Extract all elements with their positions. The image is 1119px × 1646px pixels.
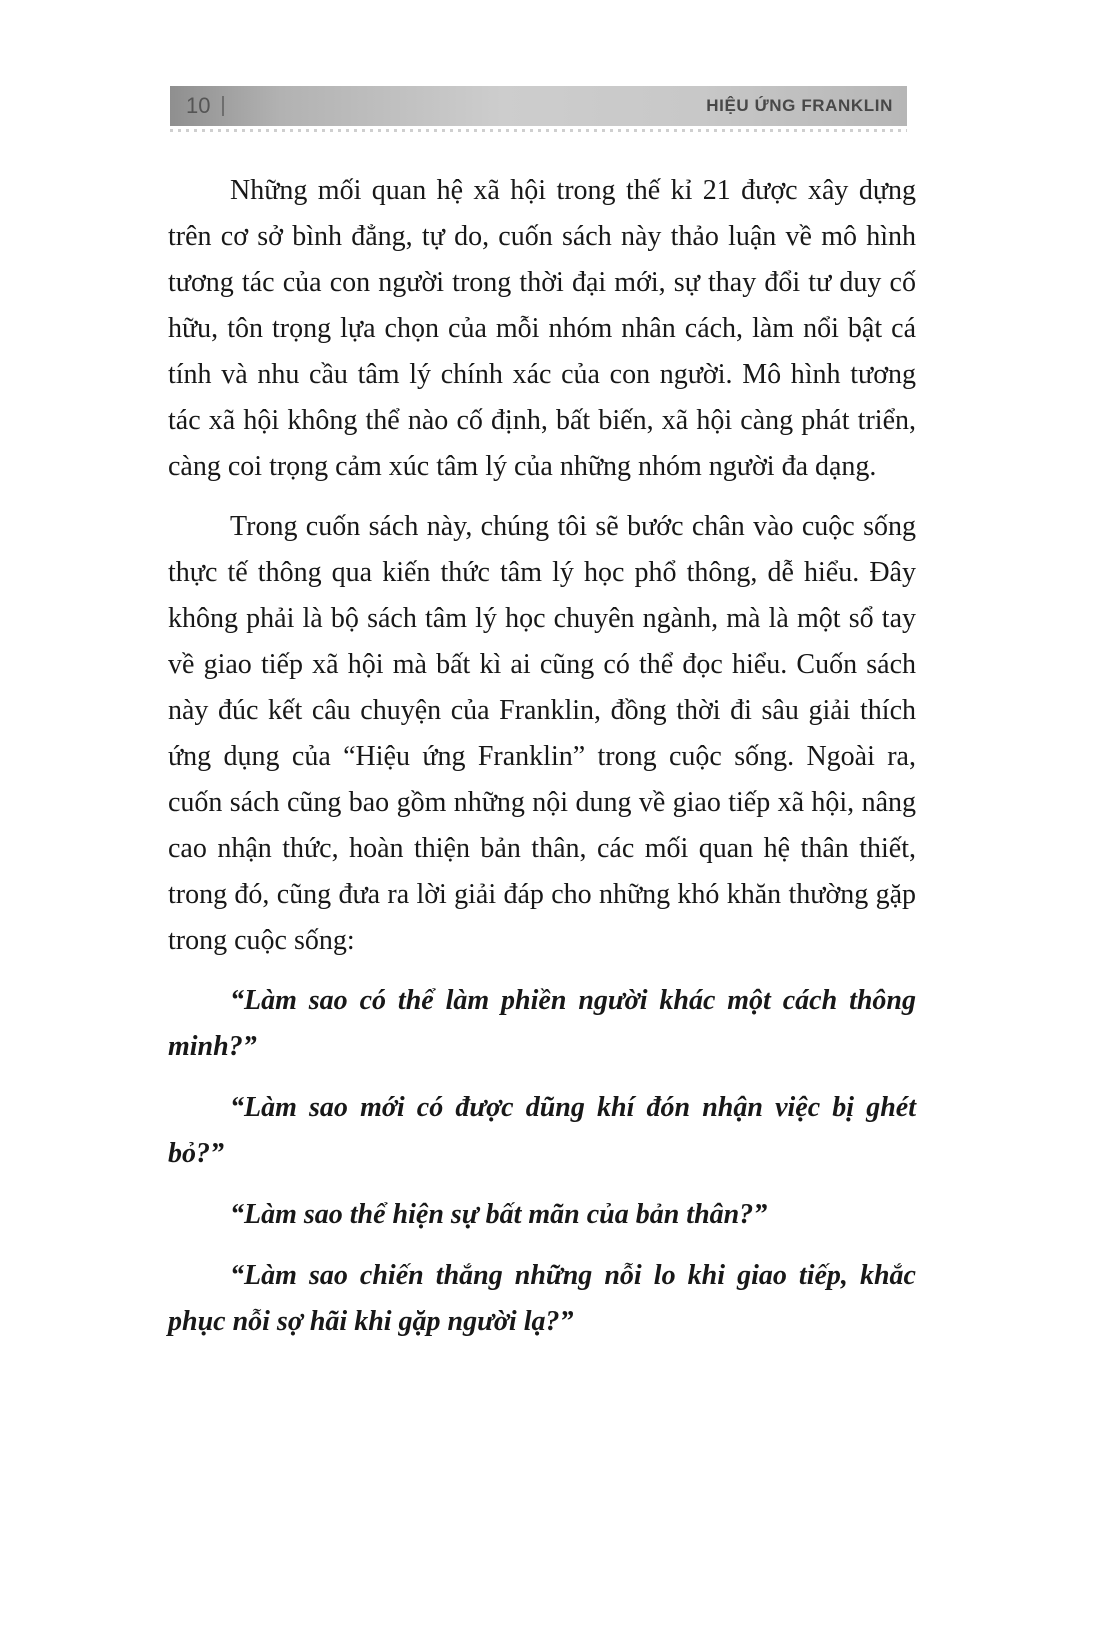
question-quote-2: “Làm sao mới có được dũng khí đón nhận việc bị ghét bỏ?” <box>168 1092 916 1169</box>
running-title: HIỆU ỨNG FRANKLIN <box>706 96 893 115</box>
question-quote-3: “Làm sao thể hiện sự bất mãn của bản thân?” <box>230 1199 768 1230</box>
question-quote-1: “Làm sao có thể làm phiền người khác một cách thông minh?” <box>168 985 916 1062</box>
question-quote-4: “Làm sao chiến thắng những nỗi lo khi giao tiếp, khắc phục nỗi sợ hãi khi gặp người lạ?” <box>168 1260 916 1337</box>
body-paragraph-2: Trong cuốn sách này, chúng tôi sẽ bước chân vào cuộc sống thực tế thông qua kiến thức tâm lý học phổ thông, dễ hiểu. Đây không phải là bộ sách tâm lý học chuyên ngành, mà là một sổ tay về giao tiếp xã hội mà bất kì ai cũng có thể đọc hiểu. Cuốn sách này đúc kết câu chuyện của Franklin, đồng thời đi sâu giải thích ứng dụng của “Hiệu ứng Franklin” trong cuộc sống. Ngoài ra, cuốn sách cũng bao gồm những nội dung về giao tiếp xã hội, nâng cao nhận thức, hoàn thiện bản thân, các mối quan hệ thân thiết, trong đó, cũng đưa ra lời giải đáp cho những khó khăn thường gặp trong cuộc sống: <box>168 511 916 956</box>
page-number: 10 <box>186 93 211 118</box>
page-header <box>170 86 907 126</box>
header-divider <box>222 96 224 116</box>
body-paragraph-1: Những mối quan hệ xã hội trong thế kỉ 21 được xây dựng trên cơ sở bình đẳng, tự do, cuốn sách này thảo luận về mô hình tương tác của con người trong thời đại mới, sự thay đổi tư duy cố hữu, tôn trọng lựa chọn của mỗi nhóm nhân cách, làm nổi bật cá tính và nhu cầu tâm lý chính xác của con người. Mô hình tương tác xã hội không thể nào cố định, bất biến, xã hội càng phát triển, càng coi trọng cảm xúc tâm lý của những nhóm người đa dạng. <box>168 175 916 482</box>
page-body <box>168 168 916 1360</box>
